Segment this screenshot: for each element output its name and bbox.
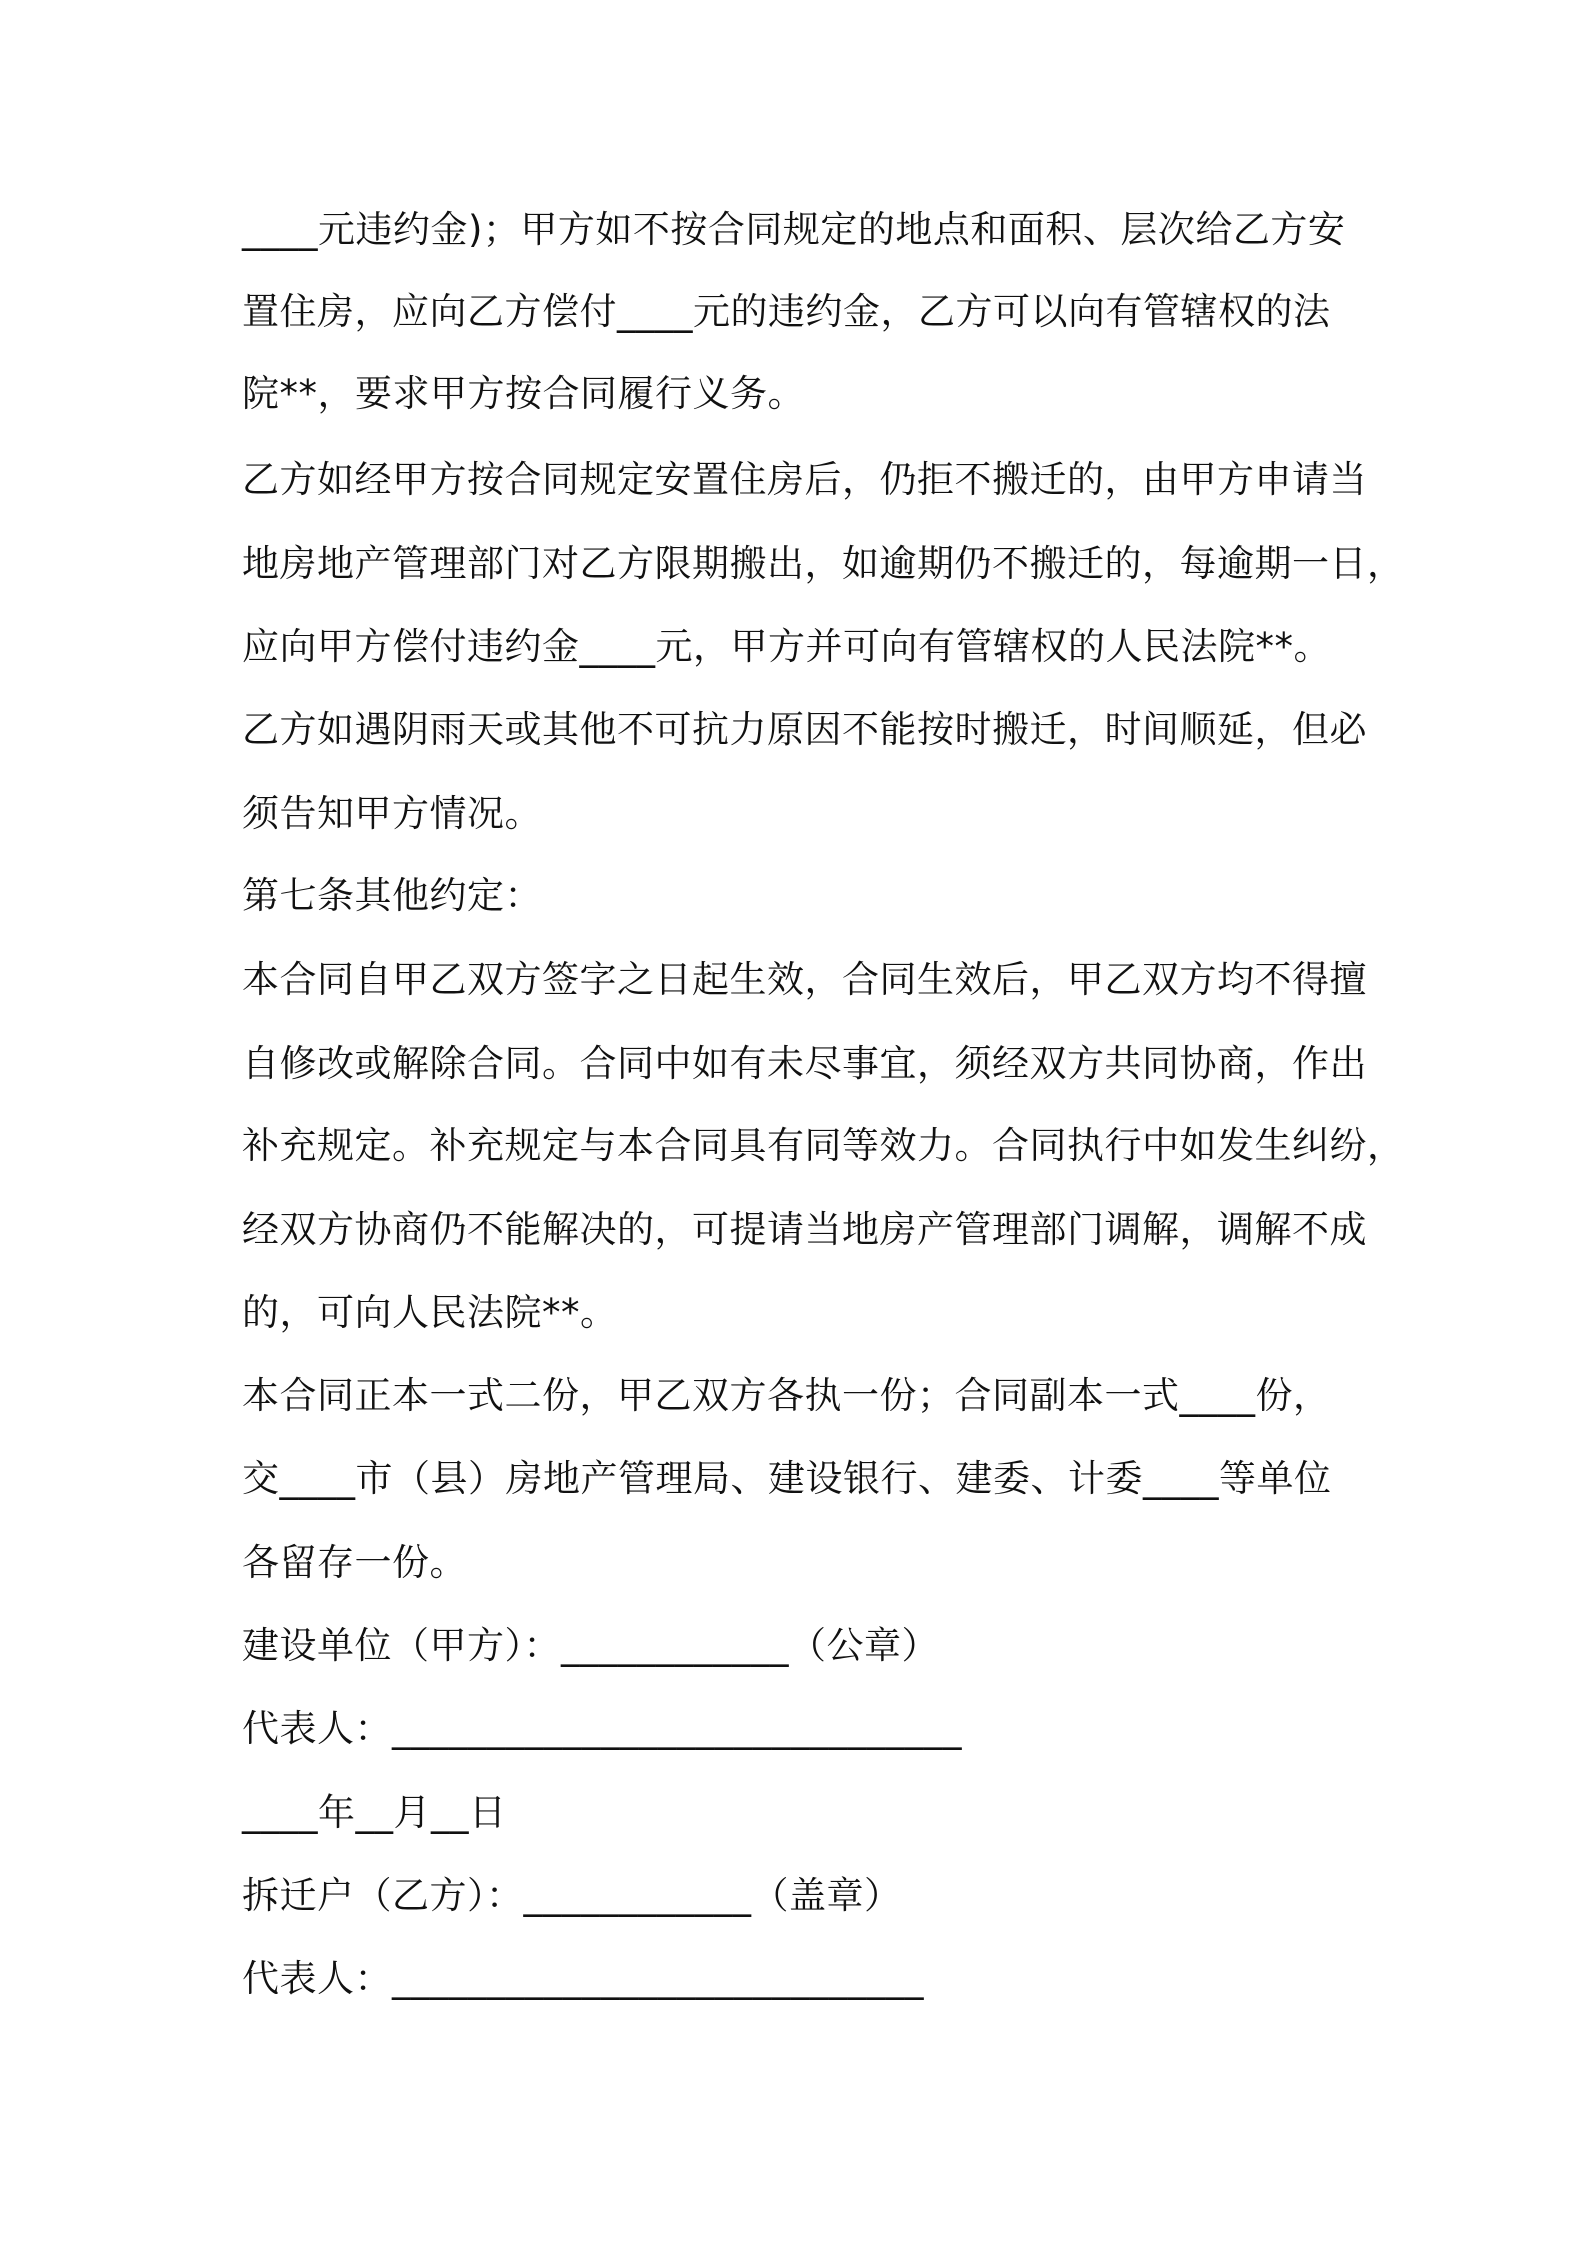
text-line: 应向甲方偿付违约金____元，甲方并可向有管辖权的人民法院**。 (242, 625, 1331, 668)
text-line: 置住房，应向乙方偿付____元的违约金，乙方可以向有管辖权的法 (242, 290, 1331, 333)
text-line: ____元违约金)；甲方如不按合同规定的地点和面积、层次给乙方安 (242, 208, 1346, 251)
text-line: 本合同正本一式二份，甲乙双方各执一份；合同副本一式____份， (242, 1374, 1331, 1417)
signature-line-party-a: 建设单位（甲方）：____________（公章） (242, 1624, 939, 1667)
text-line: 院**，要求甲方按合同履行义务。 (242, 372, 805, 415)
text-line: 交____市（县）房地产管理局、建设银行、建委、计委____等单位 (242, 1457, 1332, 1500)
text-line: 自修改或解除合同。合同中如有未尽事宜，须经双方共同协商，作出 (242, 1042, 1367, 1085)
date-line: ____年__月__日 (242, 1791, 507, 1834)
text-line: 乙方如遇阴雨天或其他不可抗力原因不能按时搬迁，时间顺延，但必 (242, 708, 1367, 751)
text-line: 经双方协商仍不能解决的，可提请当地房产管理部门调解，调解不成 (242, 1208, 1367, 1251)
section-heading: 第七条其他约定： (242, 874, 542, 917)
text-line: 乙方如经甲方按合同规定安置住房后，仍拒不搬迁的，由甲方申请当 (242, 458, 1367, 501)
representative-line-b: 代表人：____________________________ (242, 1957, 924, 2000)
text-line: 本合同自甲乙双方签字之日起生效，合同生效后，甲乙双方均不得擅 (242, 958, 1367, 1001)
text-line: 补充规定。补充规定与本合同具有同等效力。合同执行中如发生纠纷， (242, 1124, 1405, 1167)
text-line: 的，可向人民法院**。 (242, 1291, 618, 1334)
text-line: 须告知甲方情况。 (242, 792, 542, 835)
signature-line-party-b: 拆迁户（乙方）：____________（盖章） (242, 1874, 902, 1917)
text-line: 地房地产管理部门对乙方限期搬出，如逾期仍不搬迁的，每逾期一日， (242, 542, 1405, 585)
representative-line-a: 代表人：______________________________ (242, 1707, 962, 1750)
text-line: 各留存一份。 (242, 1541, 467, 1584)
